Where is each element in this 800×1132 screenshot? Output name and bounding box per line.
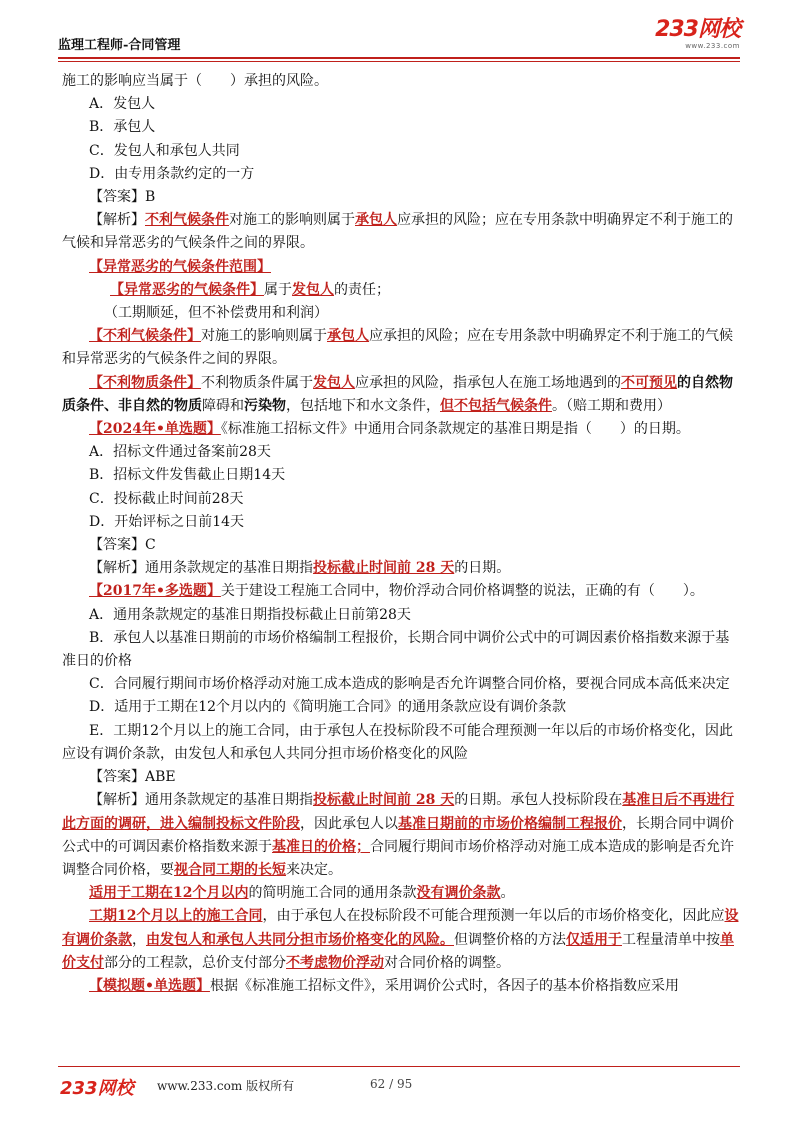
question-tag: 【2017年•多选题】 xyxy=(89,583,221,600)
text: 对合同价格的调整。 xyxy=(384,954,510,971)
highlight: 【不利物质条件】 xyxy=(89,374,201,391)
highlight: 【异常恶劣的气候条件】 xyxy=(110,281,264,298)
explanation-point xyxy=(62,905,740,975)
answer: 【答案】ABE xyxy=(89,769,176,786)
text: 来决定。 xyxy=(286,861,342,878)
question-3 xyxy=(62,580,740,603)
option-b: B．招标文件发售截止日期14天 xyxy=(89,467,286,484)
heading-text: 【异常恶劣的气候条件范围】 xyxy=(89,258,271,275)
option-c: C．投标截止时间前28天 xyxy=(89,490,244,507)
option-d: D．由专用条款约定的一方 xyxy=(89,165,255,182)
text: 应承担的风险，指承包人在施工场地遇到的 xyxy=(355,374,621,391)
note-adverse-physical xyxy=(62,372,740,418)
header-divider xyxy=(58,57,740,59)
explanation-label: 【解析】 xyxy=(89,792,145,809)
text: 应承担的风险；应在专用条款中明确界定不利于施工的气候和异常恶劣的气候条件之间的界限。 xyxy=(62,212,733,252)
highlight: 【不利气候条件】 xyxy=(89,328,201,345)
brand-logo-url: www.233.com xyxy=(685,42,740,50)
highlight: 视合同工期的长短 xyxy=(174,861,286,878)
bold-text: 污染物 xyxy=(244,397,286,414)
question-2 xyxy=(62,418,740,441)
text: 。（赔工期和费用） xyxy=(552,397,671,414)
note-remark: （工期顺延，但不补偿费用和利润） xyxy=(104,305,328,322)
note-abnormal-weather xyxy=(62,279,740,302)
text: ， xyxy=(132,931,146,948)
highlight: 发包人 xyxy=(292,281,334,298)
text: 的责任； xyxy=(334,281,390,298)
text: ，因此承包人以 xyxy=(300,815,398,832)
text: 的日期。 xyxy=(454,560,511,577)
text: 的日期。承包人投标阶段在 xyxy=(454,792,623,809)
explanation-label: 【解析】 xyxy=(89,560,145,577)
text: ，长期合同中调价公式中的可调因素价格指数来源于 xyxy=(62,815,734,855)
highlight: 工期12个月以上的施工合同 xyxy=(89,908,263,925)
question-tag: 【2024年•单选题】 xyxy=(89,421,221,438)
text: 应承担的风险；应在专用条款中明确界定不利于施工的气候和异常恶劣的气候条件之间的界限。 xyxy=(62,328,733,368)
question-stem: 根据《标准施工招标文件》，采用调价公式时，各因子的基本价格指数应采用 xyxy=(209,977,679,994)
text: 合同履行期间市场价格浮动对施工成本造成的影响是否允许调整合同价格，要 xyxy=(62,838,734,878)
answer: 【答案】C xyxy=(89,537,156,554)
highlight: 单价支付 xyxy=(62,931,734,971)
highlight: 承包人 xyxy=(355,212,397,229)
explanation-point xyxy=(62,882,740,905)
text: 。 xyxy=(500,885,515,902)
bold-text: 、非自然的物质 xyxy=(104,397,202,414)
header-divider-thin xyxy=(58,61,740,62)
text: 障碍和 xyxy=(202,397,244,414)
text: 对施工的影响则属于 xyxy=(229,212,355,229)
text: 但调整价格的方法 xyxy=(454,931,566,948)
highlight: 不利气候条件 xyxy=(145,212,229,229)
option-b: B．承包人以基准日期前的市场价格编制工程报价，长期合同中调价公式中的可调因素价格指数来源于基准日的价格 xyxy=(62,629,730,670)
option-d: D．适用于工期在12个月以内的《简明施工合同》的通用条款应设有调价条款 xyxy=(89,699,567,716)
option-b: B．承包人 xyxy=(89,119,156,136)
highlight: 发包人 xyxy=(313,374,355,391)
highlight: 不考虑物价浮动 xyxy=(286,954,384,971)
highlight: 适用于工期在12个月以内 xyxy=(89,885,249,902)
highlight: 投标截止时间前 28 天 xyxy=(313,792,455,809)
highlight: 基准日后不再进行此方面的调研，进入编制投标文件阶段 xyxy=(62,792,735,832)
text: 属于 xyxy=(264,281,292,298)
option-a: A．招标文件通过备案前28天 xyxy=(89,444,271,461)
brand-logo xyxy=(648,18,740,58)
text: ，由于承包人在投标阶段不可能合理预测一年以后的市场价格变化，因此应 xyxy=(262,908,725,925)
explanation xyxy=(62,789,740,882)
question-tag: 【模拟题•单选题】 xyxy=(89,977,210,994)
option-a: A．发包人 xyxy=(89,96,156,113)
highlight: 没有调价条款 xyxy=(416,885,501,902)
question-4 xyxy=(62,975,740,998)
option-a: A．通用条款规定的基准日期指投标截止日前第28天 xyxy=(89,606,411,623)
highlight: 投标截止时间前 28 天 xyxy=(313,560,455,577)
explanation xyxy=(62,557,740,580)
document-title: 监理工程师-合同管理 xyxy=(58,38,181,53)
explanation-label: 【解析】 xyxy=(89,212,145,229)
text: 的简明施工合同的通用条款 xyxy=(248,885,417,902)
page-header xyxy=(0,0,800,60)
text: ，包括地下和水文条件， xyxy=(286,397,440,414)
document-body xyxy=(62,70,740,998)
text: 工程量清单中按 xyxy=(622,931,720,948)
text: 对施工的影响则属于 xyxy=(201,328,327,345)
explanation xyxy=(62,209,740,255)
note-adverse-weather xyxy=(62,325,740,371)
option-e: E．工期12个月以上的施工合同，由于承包人在投标阶段不可能合理预测一年以后的市场价格变化，因此应设有调价条款，由发包人和承包人共同分担市场价格变化的风险 xyxy=(62,722,734,762)
question-stem-tail: 施工的影响应当属于（ ）承担的风险。 xyxy=(62,73,328,89)
highlight: 仅适用于 xyxy=(566,931,622,948)
footer-logo: 233网校 xyxy=(60,1078,134,1099)
section-heading xyxy=(62,256,740,279)
answer: 【答案】B xyxy=(89,189,156,206)
text: 通用条款规定的基准日期指 xyxy=(145,560,313,577)
highlight: 基准日期前的市场价格编制工程报价 xyxy=(398,815,622,832)
option-c: C．发包人和承包人共同 xyxy=(89,142,240,159)
option-c: C．合同履行期间市场价格浮动对施工成本造成的影响是否允许调整合同价格，要视合同成本高低来决定 xyxy=(89,676,730,693)
footer-copyright: www.233.com 版权所有 xyxy=(157,1079,295,1093)
highlight: 基准日的价格； xyxy=(272,838,370,855)
text: 通用条款规定的基准日期指 xyxy=(145,792,313,809)
highlight: 由发包人和承包人共同分担市场价格变化的风险。 xyxy=(146,931,454,948)
highlight: 设有调价条款 xyxy=(62,908,739,948)
highlight: 不可预见 xyxy=(621,374,677,391)
text: 不利物质条件属于 xyxy=(201,374,313,391)
footer-divider xyxy=(58,1066,740,1067)
text: 部分的工程款，总价支付部分 xyxy=(104,954,286,971)
page-number: 62 / 95 xyxy=(370,1077,413,1091)
highlight: 但不包括气候条件 xyxy=(440,397,552,414)
question-stem: 关于建设工程施工合同中，物价浮动合同价格调整的说法，正确的有（ ）。 xyxy=(220,583,704,600)
bold-text: 的自然物质条件 xyxy=(62,374,733,414)
page-footer xyxy=(0,1060,800,1120)
option-d: D．开始评标之日前14天 xyxy=(89,513,245,530)
highlight: 承包人 xyxy=(327,328,369,345)
brand-logo-text: 233网校 xyxy=(655,17,740,42)
question-stem: 《标准施工招标文件》中通用合同条款规定的基准日期是指（ ）的日期。 xyxy=(220,421,690,438)
